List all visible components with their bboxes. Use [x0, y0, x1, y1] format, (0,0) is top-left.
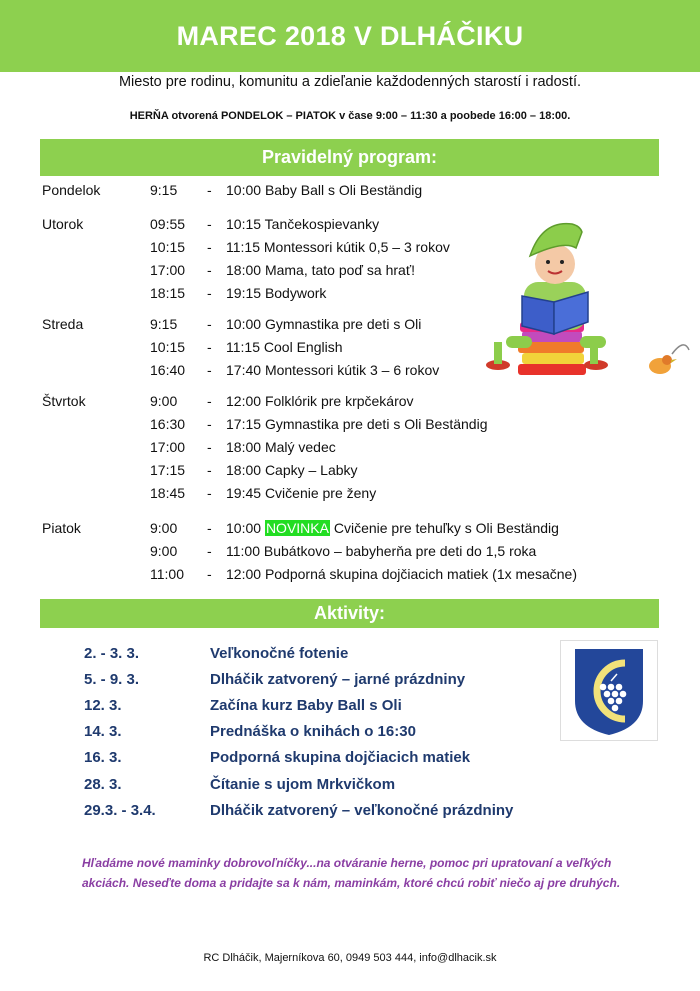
schedule-start-time: 17:15	[150, 462, 186, 478]
opening-hours: HERŇA otvorená PONDELOK – PIATOK v čase 9:00 – 11:30 a poobede 16:00 – 18:00.	[129, 110, 571, 122]
schedule-day: Pondelok	[42, 182, 101, 198]
schedule-activity: 18:00 Malý vedec	[226, 439, 336, 455]
activities-section-title: Aktivity:	[313, 603, 385, 623]
schedule-day: Streda	[42, 316, 84, 332]
schedule-start-time: 9:00	[150, 393, 178, 409]
schedule-start-time: 18:15	[150, 285, 186, 301]
title-banner	[0, 0, 700, 72]
schedule-start-time: 10:15	[150, 239, 186, 255]
schedule-activity: 17:40 Montessori kútik 3 – 6 rokov	[226, 362, 440, 378]
schedule-activity: 19:45 Cvičenie pre ženy	[226, 485, 377, 501]
activity-date: 2. - 3. 3.	[84, 645, 140, 662]
schedule-activity: 19:15 Bodywork	[226, 285, 327, 301]
schedule-start-time: 11:00	[150, 566, 184, 582]
schedule-activity: 10:00 Gymnastika pre deti s Oli	[226, 316, 422, 332]
schedule-dash: -	[207, 439, 212, 455]
schedule-start-time: 17:00	[150, 262, 186, 278]
contact-footer: RC Dlháčik, Majerníkova 60, 0949 503 444, info@dlhacik.sk	[203, 952, 497, 964]
schedule-dash: -	[207, 393, 212, 409]
schedule-activity: 18:00 Mama, tato poď sa hrať!	[226, 262, 415, 278]
schedule-dash: -	[207, 566, 212, 582]
page-title: MAREC 2018 V DLHÁČIKU	[176, 20, 524, 51]
activity-name: Začína kurz Baby Ball s Oli	[210, 697, 402, 714]
activity-name: Dlháčik zatvorený – veľkonočné prázdniny	[210, 802, 514, 819]
activity-date: 14. 3.	[84, 723, 122, 740]
schedule-activity: 12:00 Folklórik pre krpčekárov	[226, 393, 414, 409]
program-section-title: Pravidelný program:	[261, 147, 438, 167]
schedule-dash: -	[207, 339, 212, 355]
activity-date: 5. - 9. 3.	[84, 671, 140, 688]
schedule-start-time: 17:00	[150, 439, 186, 455]
schedule-start-time: 18:45	[150, 485, 186, 501]
schedule-dash: -	[207, 520, 212, 536]
schedule-activity: 18:00 Capky – Labky	[226, 462, 358, 478]
schedule-day: Utorok	[42, 216, 84, 232]
schedule-start-time: 09:55	[150, 216, 186, 232]
program-section-bar	[40, 139, 659, 176]
activity-name: Dlháčik zatvorený – jarné prázdniny	[210, 671, 466, 688]
activity-name: Veľkonočné fotenie	[210, 645, 349, 662]
activity-date: 28. 3.	[84, 776, 122, 793]
schedule-dash: -	[207, 316, 212, 332]
activity-date: 12. 3.	[84, 697, 122, 714]
schedule-day: Piatok	[42, 520, 81, 536]
child-reading-illustration	[484, 218, 694, 390]
coat-of-arms-logo	[560, 640, 658, 741]
volunteer-note: Hľadáme nové maminky dobrovoľníčky...na otváranie herne, pomoc pri upratovaní a veľkých akciách. Neseďte doma a pridajte sa k nám, maminkám, ktoré chcú robiť niečo aj pre druhých.	[82, 856, 621, 890]
schedule-start-time: 9:15	[150, 182, 178, 198]
schedule-dash: -	[207, 285, 212, 301]
schedule-activity: 10:00 Baby Ball s Oli Beständig	[226, 182, 423, 198]
book-yellow	[522, 353, 584, 364]
new-badge: NOVINKA	[265, 520, 329, 536]
activities-section-bar	[40, 599, 659, 628]
subtitle: Miesto pre rodinu, komunitu a zdieľanie každodenných starostí i radostí.	[118, 74, 582, 90]
schedule-dash: -	[207, 262, 212, 278]
schedule-dash: -	[207, 462, 212, 478]
activity-date: 16. 3.	[84, 749, 122, 766]
activity-name: Čítanie s ujom Mrkvičkom	[210, 776, 396, 793]
schedule-start-time: 16:30	[150, 416, 186, 432]
activity-date: 29.3. - 3.4.	[84, 802, 156, 819]
activity-name: Podporná skupina dojčiacich matiek	[210, 749, 471, 766]
schedule-day: Štvrtok	[42, 393, 86, 409]
schedule-activity: 11:15 Cool English	[226, 339, 343, 355]
schedule-activity: 12:00 Podporná skupina dojčiacich matiek (1x mesačne)	[226, 566, 577, 582]
schedule-activity: 11:00 Bubátkovo – babyherňa pre deti do 1,5 roka	[226, 543, 537, 559]
schedule-activity: 10:00 NOVINKA Cvičenie pre tehuľky s Oli Beständig	[226, 520, 559, 536]
book-red	[518, 364, 586, 375]
activity-name: Prednáška o knihách o 16:30	[210, 723, 416, 740]
schedule-activity: 17:15 Gymnastika pre deti s Oli Beständig	[226, 416, 488, 432]
schedule-activity: 10:15 Tančekospievanky	[226, 216, 380, 232]
schedule-dash: -	[207, 362, 212, 378]
schedule-activity: 11:15 Montessori kútik 0,5 – 3 rokov	[226, 239, 450, 255]
schedule-dash: -	[207, 485, 212, 501]
schedule-start-time: 9:00	[150, 543, 178, 559]
schedule-dash: -	[207, 416, 212, 432]
schedule-start-time: 16:40	[150, 362, 186, 378]
schedule-start-time: 10:15	[150, 339, 186, 355]
schedule-start-time: 9:00	[150, 520, 178, 536]
schedule-dash: -	[207, 182, 212, 198]
schedule-start-time: 9:15	[150, 316, 178, 332]
schedule-dash: -	[207, 216, 212, 232]
schedule-dash: -	[207, 239, 212, 255]
schedule-dash: -	[207, 543, 212, 559]
